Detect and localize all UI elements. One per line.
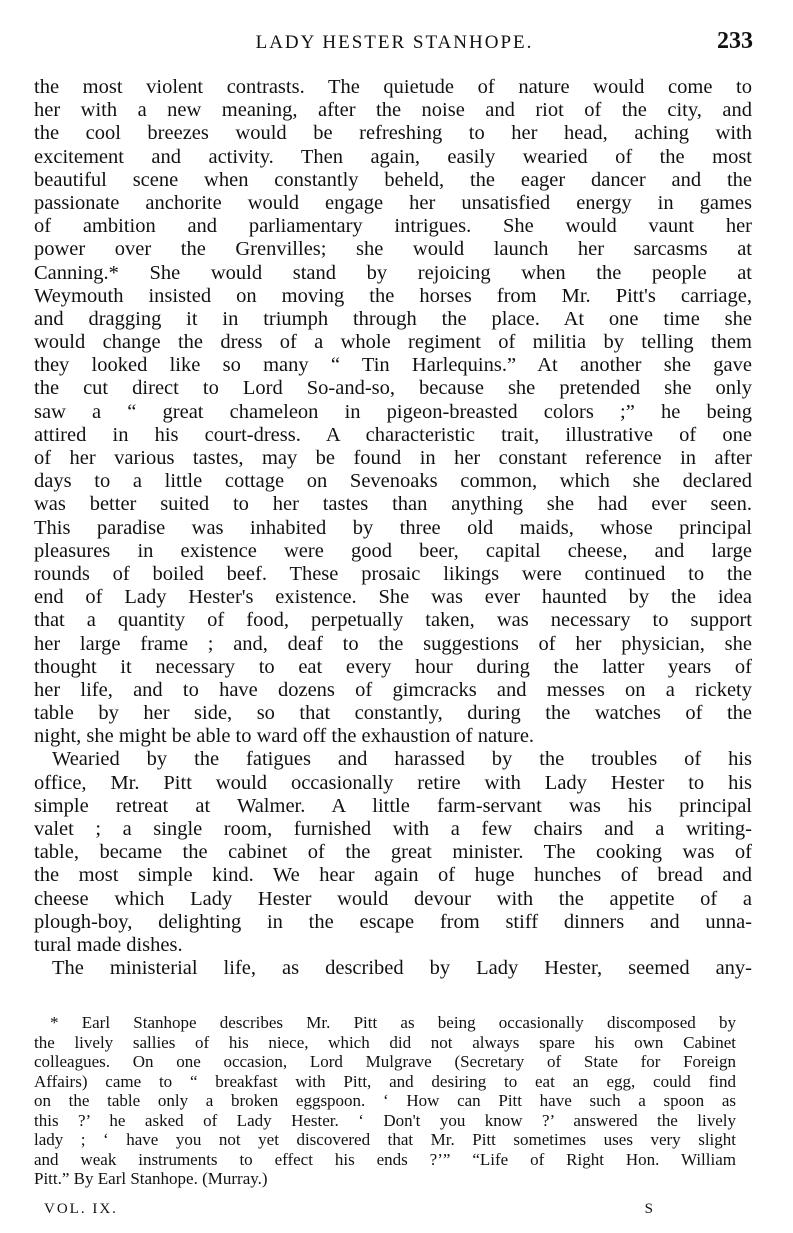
text-line: pleasures in existence were good beer, capital cheese, and large (34, 539, 752, 562)
footnote-line: Pitt.” By Earl Stanhope. (Murray.) (34, 1169, 268, 1188)
text-line: valet ; a single room, furnished with a few chairs and a writing- (34, 818, 752, 840)
text-line: her with a new meaning, after the noise and riot of the city, and (34, 99, 752, 122)
text-line: rounds of boiled beef. These prosaic likings were continued to the (34, 562, 752, 585)
text-line: beautiful scene when constantly beheld, the eager dancer and the (34, 168, 752, 191)
text-line: Wearied by the fatigues and harassed by the troubles of his (52, 748, 752, 771)
text-line: the cut direct to Lord So-and-so, because she pretended she only (34, 377, 752, 400)
text-line: was better suited to her tastes than anything she had ever seen. (34, 493, 752, 516)
footnote-line: * Earl Stanhope describes Mr. Pitt as being occasionally discomposed by (50, 1013, 736, 1032)
page-number: 233 (717, 28, 753, 54)
text-line: passionate anchorite would engage her unsatisfied energy in games (34, 191, 752, 214)
text-line: tural made dishes. (34, 933, 183, 956)
text-line: plough-boy, delighting in the escape from stiff dinners and unna- (34, 910, 752, 933)
text-line: Canning.* She would stand by rejoicing when the people at (34, 261, 752, 284)
text-line: thought it necessary to eat every hour during the latter years of (34, 655, 752, 678)
text-line: they looked like so many “ Tin Harlequins.” At another she gave (34, 354, 752, 377)
text-line: table, became the cabinet of the great minister. The cooking was of (34, 841, 752, 864)
running-head (36, 30, 753, 56)
text-line: end of Lady Hester's existence. She was ever haunted by the idea (34, 586, 752, 609)
text-line: her large frame ; and, deaf to the suggestions of her physician, she (34, 632, 752, 655)
text-line: night, she might be able to ward off the exhaustion of nature. (34, 725, 535, 748)
footnote-line: Affairs) came to “ breakfast with Pitt, and desiring to eat an egg, could find (34, 1071, 736, 1091)
text-line: simple retreat at Walmer. A little farm-servant was his principal (34, 794, 752, 817)
footnote-line: on the table only a broken eggspoon. ‘ How can Pitt have such a spoon as (34, 1091, 736, 1110)
body-text (34, 76, 752, 980)
text-line: the most violent contrasts. The quietude of nature would come to (34, 76, 752, 98)
footnote-line: colleagues. On one occasion, Lord Mulgrave (Secretary of State for Foreign (34, 1052, 736, 1071)
text-line: her life, and to have dozens of gimcracks and messes on a rickety (34, 678, 752, 701)
text-line: and dragging it in triumph through the place. At one time she (34, 307, 752, 330)
page-footer (34, 1201, 653, 1233)
text-line: The ministerial life, as described by Lady Hester, seemed any- (52, 957, 752, 980)
footnote-line: and weak instruments to effect his ends ?’” “Life of Right Hon. William (34, 1149, 736, 1169)
footnote-line: this ?’ he asked of Lady Hester. ‘ Don't you know ?’ answered the lively (34, 1110, 736, 1130)
text-line: of her various tastes, may be found in her constant reference in after (34, 447, 752, 469)
text-line: of ambition and parliamentary intrigues. She would vaunt her (34, 215, 752, 238)
text-line: that a quantity of food, perpetually taken, was necessary to support (34, 609, 752, 632)
text-line: cheese which Lady Hester would devour with the appetite of a (34, 887, 752, 910)
text-line: table by her side, so that constantly, during the watches of the (34, 702, 752, 725)
signature-mark: S (644, 1201, 653, 1217)
text-line: Weymouth insisted on moving the horses from Mr. Pitt's carriage, (34, 284, 752, 307)
text-line: would change the dress of a whole regiment of militia by telling them (34, 331, 752, 354)
text-line: the cool breezes would be refreshing to her head, aching with (34, 122, 752, 145)
text-line: the most simple kind. We hear again of huge hunches of bread and (34, 864, 752, 887)
running-title: LADY HESTER STANHOPE. (255, 32, 534, 53)
footnote (34, 1013, 736, 1189)
text-line: This paradise was inhabited by three old maids, whose principal (34, 516, 752, 539)
volume-label: VOL. IX. (44, 1201, 118, 1217)
text-line: days to a little cottage on Sevenoaks common, which she declared (34, 470, 752, 493)
text-line: saw a “ great chameleon in pigeon-breasted colors ;” he being (34, 400, 752, 423)
text-line: power over the Grenvilles; she would launch her sarcasms at (34, 238, 752, 261)
text-line: attired in his court-dress. A characteristic trait, illustrative of one (34, 423, 752, 446)
text-line: office, Mr. Pitt would occasionally retire with Lady Hester to his (34, 771, 752, 794)
footnote-line: the lively sallies of his niece, which did not always spare his own Cabinet (34, 1032, 736, 1052)
text-line: excitement and activity. Then again, easily wearied of the most (34, 145, 752, 168)
footnote-line: lady ; ‘ have you not yet discovered that Mr. Pitt sometimes uses very slight (34, 1130, 736, 1149)
